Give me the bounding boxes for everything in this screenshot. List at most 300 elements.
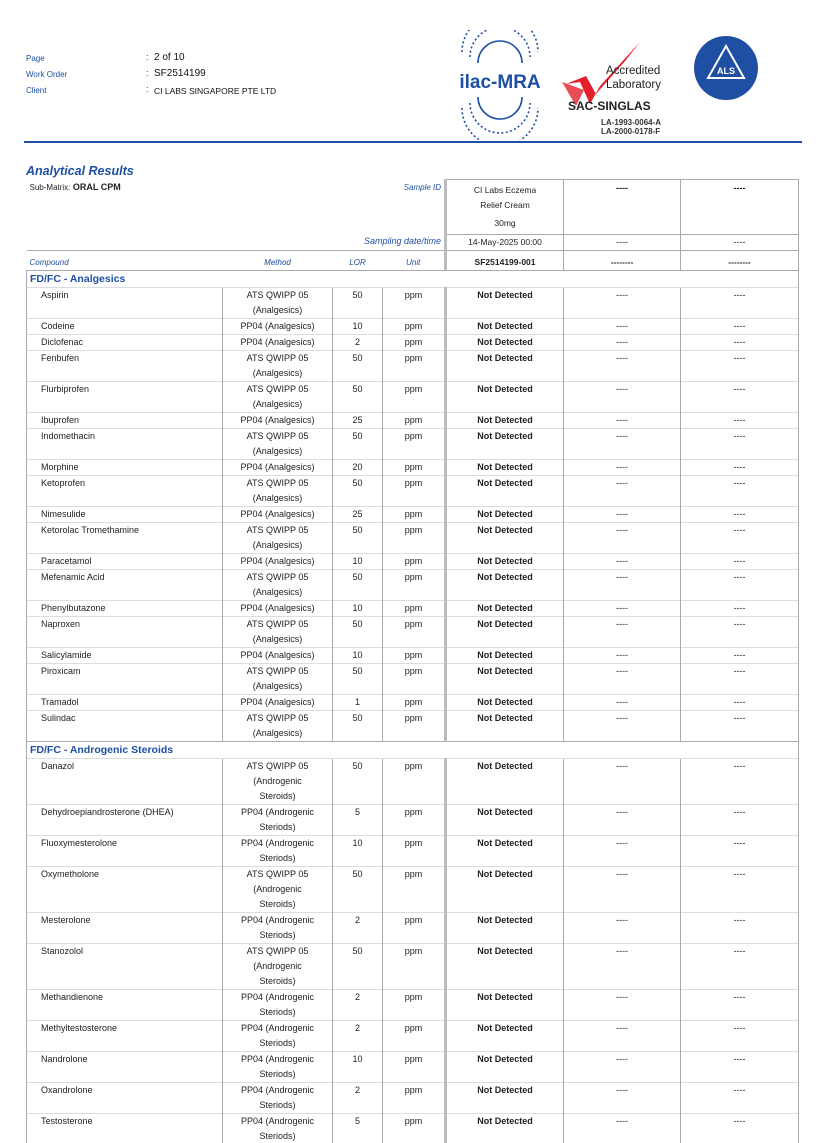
method-line: ATS QWIPP 05 [246,618,309,629]
compound-cell: Diclofenac [27,334,223,350]
accreditation-codes [601,118,661,136]
result-3-cell: ---- [681,381,799,412]
method-line: PP04 (Analgesics) [240,461,315,472]
la-code-2: LA-2000-0178-F [601,127,661,136]
compound-cell: Paracetamol [27,553,223,569]
method-cell [223,912,333,943]
method-line: PP04 (Androgenic [240,1084,315,1095]
result-cell: Not Detected [446,475,564,506]
table-row [27,522,799,553]
result-cell: Not Detected [446,616,564,647]
result-2-cell: ---- [564,616,681,647]
section-title-cell: FD/FC - Androgenic Steroids [27,741,799,758]
page-label: Page [26,54,45,63]
method-line: (Androgenic [253,960,302,971]
result-2-cell: ---- [564,553,681,569]
method-cell [223,600,333,616]
result-cell: Not Detected [446,989,564,1020]
client-row [26,84,276,100]
compound-cell: Salicylamide [27,647,223,663]
compound-cell: Mesterolone [27,912,223,943]
lor-cell: 25 [333,506,383,522]
work-order-value: SF2514199 [154,68,206,79]
ilac-mra-text: ilac-MRA [459,72,541,93]
lor-cell: 50 [333,287,383,318]
lor-cell: 5 [333,1113,383,1143]
work-order-row [26,68,276,84]
lor-cell: 50 [333,569,383,600]
table-row [27,412,799,428]
result-cell: Not Detected [446,835,564,866]
result-cell: Not Detected [446,350,564,381]
als-text: ALS [717,66,735,76]
lor-cell: 50 [333,758,383,804]
method-line: ATS QWIPP 05 [246,760,309,771]
sample-id-label: Sample ID [403,182,442,192]
result-3-cell: ---- [681,694,799,710]
compound-cell: Morphine [27,459,223,475]
table-row [27,381,799,412]
method-line: (Androgenic [253,775,302,786]
compound-cell: Stanozolol [27,943,223,989]
method-cell [223,428,333,459]
method-line: PP04 (Androgenic [240,1115,315,1126]
result-cell: Not Detected [446,647,564,663]
result-3-cell: ---- [681,912,799,943]
results-body [27,180,799,1143]
method-line: PP04 (Analgesics) [240,508,315,519]
result-3-cell: ---- [681,350,799,381]
table-row [27,475,799,506]
result-3-cell: ---- [681,334,799,350]
method-cell [223,1082,333,1113]
lab-id-2: -------- [564,250,681,270]
result-cell: Not Detected [446,1020,564,1051]
table-row [27,835,799,866]
section-header [27,270,799,287]
method-line: PP04 (Analgesics) [240,320,315,331]
compound-cell: Oxandrolone [27,1082,223,1113]
result-cell: Not Detected [446,1082,564,1113]
method-cell [223,943,333,989]
unit-cell: ppm [383,943,446,989]
table-row [27,1113,799,1143]
lab-id-1: SF2514199-001 [446,250,564,270]
sampling-date-2: ---- [564,234,681,250]
unit-cell: ppm [383,835,446,866]
compound-cell: Testosterone [27,1113,223,1143]
sample-3-id: ---- [681,180,799,199]
lab-id-3: -------- [681,250,799,270]
method-line: Steriods) [259,1006,296,1017]
sac-singlas-logo [562,42,661,113]
method-line: ATS QWIPP 05 [246,571,309,582]
method-cell [223,866,333,912]
method-line: (Analgesics) [252,586,303,597]
table-row [27,287,799,318]
result-cell: Not Detected [446,569,564,600]
lor-cell: 10 [333,600,383,616]
work-order-label: Work Order [26,70,68,79]
compound-cell: Mefenamic Acid [27,569,223,600]
compound-cell: Fluoxymesterolone [27,835,223,866]
result-2-cell: ---- [564,381,681,412]
unit-cell: ppm [383,710,446,741]
method-line: ATS QWIPP 05 [246,289,309,300]
method-cell [223,412,333,428]
table-row [27,912,799,943]
unit-cell: ppm [383,647,446,663]
result-3-cell: ---- [681,428,799,459]
unit-cell: ppm [383,428,446,459]
unit-cell: ppm [383,287,446,318]
result-2-cell: ---- [564,1113,681,1143]
ilac-mra-logo [454,30,546,140]
result-3-cell: ---- [681,616,799,647]
method-line: Steriods) [259,821,296,832]
lor-cell: 50 [333,350,383,381]
page-value: 2 of 10 [154,52,185,63]
table-row [27,569,799,600]
lor-cell: 10 [333,835,383,866]
section-title-cell: FD/FC - Analgesics [27,270,799,287]
method-line: PP04 (Analgesics) [240,555,315,566]
result-3-cell: ---- [681,318,799,334]
result-cell: Not Detected [446,318,564,334]
sampling-date-label: Sampling date/time [333,234,446,250]
method-line: ATS QWIPP 05 [246,868,309,879]
sub-matrix-value: ORAL CPM [72,181,121,192]
result-2-cell: ---- [564,663,681,694]
client-separator: : [146,84,149,94]
header-divider [24,141,802,143]
method-cell [223,569,333,600]
method-line: (Analgesics) [252,633,303,644]
table-row [27,989,799,1020]
result-cell: Not Detected [446,710,564,741]
method-cell [223,1020,333,1051]
lor-cell: 25 [333,412,383,428]
method-line: Steroids) [259,790,296,801]
method-line: (Androgenic [253,883,302,894]
table-row [27,506,799,522]
method-cell [223,459,333,475]
method-cell [223,989,333,1020]
lor-cell: 2 [333,1082,383,1113]
section-header [27,741,799,758]
method-cell [223,287,333,318]
unit-cell: ppm [383,616,446,647]
sac-singlas-text: SAC-SINGLAS [568,99,651,113]
result-3-cell: ---- [681,287,799,318]
result-cell: Not Detected [446,459,564,475]
result-cell: Not Detected [446,663,564,694]
table-row [27,943,799,989]
method-line: Steriods) [259,1037,296,1048]
col-lor: LOR [349,257,366,267]
accredited-text: Accredited [606,65,661,77]
result-2-cell: ---- [564,475,681,506]
result-3-cell: ---- [681,600,799,616]
compound-cell: Methandienone [27,989,223,1020]
method-line: (Analgesics) [252,398,303,409]
method-line: (Analgesics) [252,680,303,691]
sample-id-row [27,180,799,199]
sample-3-spacer [681,198,799,216]
table-row [27,710,799,741]
compound-cell: Phenylbutazone [27,600,223,616]
method-cell [223,710,333,741]
method-cell [223,522,333,553]
result-3-cell: ---- [681,1020,799,1051]
unit-cell: ppm [383,569,446,600]
result-2-cell: ---- [564,866,681,912]
result-cell: Not Detected [446,428,564,459]
result-2-cell: ---- [564,506,681,522]
lor-cell: 50 [333,710,383,741]
lor-cell: 50 [333,663,383,694]
method-line: ATS QWIPP 05 [246,430,309,441]
result-2-cell: ---- [564,694,681,710]
client-label: Client [26,86,47,95]
result-2-cell: ---- [564,318,681,334]
unit-cell: ppm [383,318,446,334]
compound-cell: Naproxen [27,616,223,647]
table-row [27,428,799,459]
method-line: PP04 (Analgesics) [240,649,315,660]
result-cell: Not Detected [446,600,564,616]
result-cell: Not Detected [446,522,564,553]
method-line: ATS QWIPP 05 [246,712,309,723]
result-3-cell: ---- [681,866,799,912]
result-2-cell: ---- [564,989,681,1020]
sample-name-1-line-1: CI Labs Eczema [446,180,564,199]
method-cell [223,318,333,334]
result-3-cell: ---- [681,710,799,741]
method-line: Steriods) [259,929,296,940]
result-cell: Not Detected [446,758,564,804]
lor-cell: 50 [333,522,383,553]
lor-cell: 10 [333,1051,383,1082]
method-cell [223,553,333,569]
method-line: (Analgesics) [252,539,303,550]
unit-cell: ppm [383,694,446,710]
result-cell: Not Detected [446,866,564,912]
unit-cell: ppm [383,758,446,804]
method-line: PP04 (Androgenic [240,1022,315,1033]
method-line: Steriods) [259,852,296,863]
result-3-cell: ---- [681,1082,799,1113]
method-cell [223,835,333,866]
method-cell [223,647,333,663]
result-2-cell: ---- [564,912,681,943]
result-3-cell: ---- [681,553,799,569]
method-line: (Analgesics) [252,367,303,378]
compound-cell: Methyltestosterone [27,1020,223,1051]
work-order-separator: : [146,68,149,78]
method-line: Steroids) [259,898,296,909]
lor-cell: 50 [333,381,383,412]
method-line: PP04 (Analgesics) [240,336,315,347]
lor-cell: 10 [333,318,383,334]
compound-cell: Oxymetholone [27,866,223,912]
result-2-cell: ---- [564,804,681,835]
method-line: Steroids) [259,975,296,986]
unit-cell: ppm [383,334,446,350]
unit-cell: ppm [383,1082,446,1113]
lor-cell: 10 [333,647,383,663]
result-cell: Not Detected [446,381,564,412]
sample-name-1-line-2: Relief Cream [446,198,564,216]
method-line: ATS QWIPP 05 [246,945,309,956]
result-3-cell: ---- [681,804,799,835]
method-line: ATS QWIPP 05 [246,665,309,676]
compound-cell: Ketoprofen [27,475,223,506]
unit-cell: ppm [383,912,446,943]
section-title: Analytical Results [26,164,134,178]
sampling-date-row [27,234,799,250]
method-cell [223,350,333,381]
unit-cell: ppm [383,412,446,428]
sampling-date-3: ---- [681,234,799,250]
page-separator: : [146,52,149,62]
column-header-row [27,250,799,270]
client-value: CI LABS SINGAPORE PTE LTD [154,86,277,96]
method-line: ATS QWIPP 05 [246,352,309,363]
sample-2-id: ---- [564,180,681,199]
method-cell [223,1113,333,1143]
laboratory-text: Laboratory [606,79,661,91]
sample-3-spacer-2 [681,216,799,234]
result-cell: Not Detected [446,334,564,350]
result-3-cell: ---- [681,758,799,804]
table-row [27,616,799,647]
compound-cell: Piroxicam [27,663,223,694]
table-row [27,647,799,663]
result-cell: Not Detected [446,506,564,522]
method-line: PP04 (Analgesics) [240,696,315,707]
lor-cell: 50 [333,428,383,459]
table-row [27,318,799,334]
method-line: (Analgesics) [252,727,303,738]
result-2-cell: ---- [564,710,681,741]
result-3-cell: ---- [681,459,799,475]
method-line: ATS QWIPP 05 [246,524,309,535]
unit-cell: ppm [383,522,446,553]
result-2-cell: ---- [564,459,681,475]
lor-cell: 5 [333,804,383,835]
table-row [27,866,799,912]
method-line: PP04 (Analgesics) [240,602,315,613]
table-row [27,459,799,475]
result-3-cell: ---- [681,1113,799,1143]
report-header-info [26,52,276,100]
compound-cell: Aspirin [27,287,223,318]
table-row [27,663,799,694]
table-row [27,350,799,381]
method-line: PP04 (Androgenic [240,837,315,848]
result-2-cell: ---- [564,569,681,600]
result-3-cell: ---- [681,506,799,522]
method-cell [223,616,333,647]
col-unit: Unit [406,257,421,267]
compound-cell: Fenbufen [27,350,223,381]
lor-cell: 50 [333,943,383,989]
result-cell: Not Detected [446,694,564,710]
method-line: PP04 (Analgesics) [240,414,315,425]
result-2-cell: ---- [564,835,681,866]
compound-cell: Flurbiprofen [27,381,223,412]
compound-cell: Codeine [27,318,223,334]
lor-cell: 50 [333,616,383,647]
compound-cell: Dehydroepiandrosterone (DHEA) [27,804,223,835]
result-cell: Not Detected [446,1113,564,1143]
unit-cell: ppm [383,350,446,381]
result-2-cell: ---- [564,647,681,663]
result-2-cell: ---- [564,334,681,350]
method-line: PP04 (Androgenic [240,991,315,1002]
result-3-cell: ---- [681,412,799,428]
sample-2-spacer [564,198,681,216]
compound-cell: Indomethacin [27,428,223,459]
result-3-cell: ---- [681,663,799,694]
result-3-cell: ---- [681,835,799,866]
lor-cell: 2 [333,912,383,943]
method-line: ATS QWIPP 05 [246,477,309,488]
result-2-cell: ---- [564,1051,681,1082]
result-3-cell: ---- [681,569,799,600]
method-cell [223,758,333,804]
result-2-cell: ---- [564,600,681,616]
result-3-cell: ---- [681,475,799,506]
result-cell: Not Detected [446,804,564,835]
lor-cell: 2 [333,989,383,1020]
als-logo [694,36,758,100]
method-cell [223,506,333,522]
result-cell: Not Detected [446,412,564,428]
result-3-cell: ---- [681,647,799,663]
result-cell: Not Detected [446,553,564,569]
lor-cell: 10 [333,553,383,569]
unit-cell: ppm [383,1020,446,1051]
result-2-cell: ---- [564,1082,681,1113]
table-row [27,1082,799,1113]
header-spacer-2 [27,216,446,234]
method-line: ATS QWIPP 05 [246,383,309,394]
sampling-date-1: 14-May-2025 00:00 [446,234,564,250]
table-row [27,600,799,616]
results-table [26,179,799,1143]
compound-cell: Sulindac [27,710,223,741]
compound-cell: Ketorolac Tromethamine [27,522,223,553]
la-code-1: LA-1993-0064-A [601,118,662,127]
unit-cell: ppm [383,553,446,569]
table-row [27,1020,799,1051]
lor-cell: 50 [333,866,383,912]
compound-cell: Nimesulide [27,506,223,522]
result-3-cell: ---- [681,522,799,553]
method-cell [223,663,333,694]
lor-cell: 1 [333,694,383,710]
method-cell [223,804,333,835]
method-cell [223,694,333,710]
page-row [26,52,276,68]
method-line: PP04 (Androgenic [240,806,315,817]
compound-cell: Tramadol [27,694,223,710]
table-row [27,1051,799,1082]
sub-matrix [27,180,333,199]
col-method: Method [264,257,291,267]
